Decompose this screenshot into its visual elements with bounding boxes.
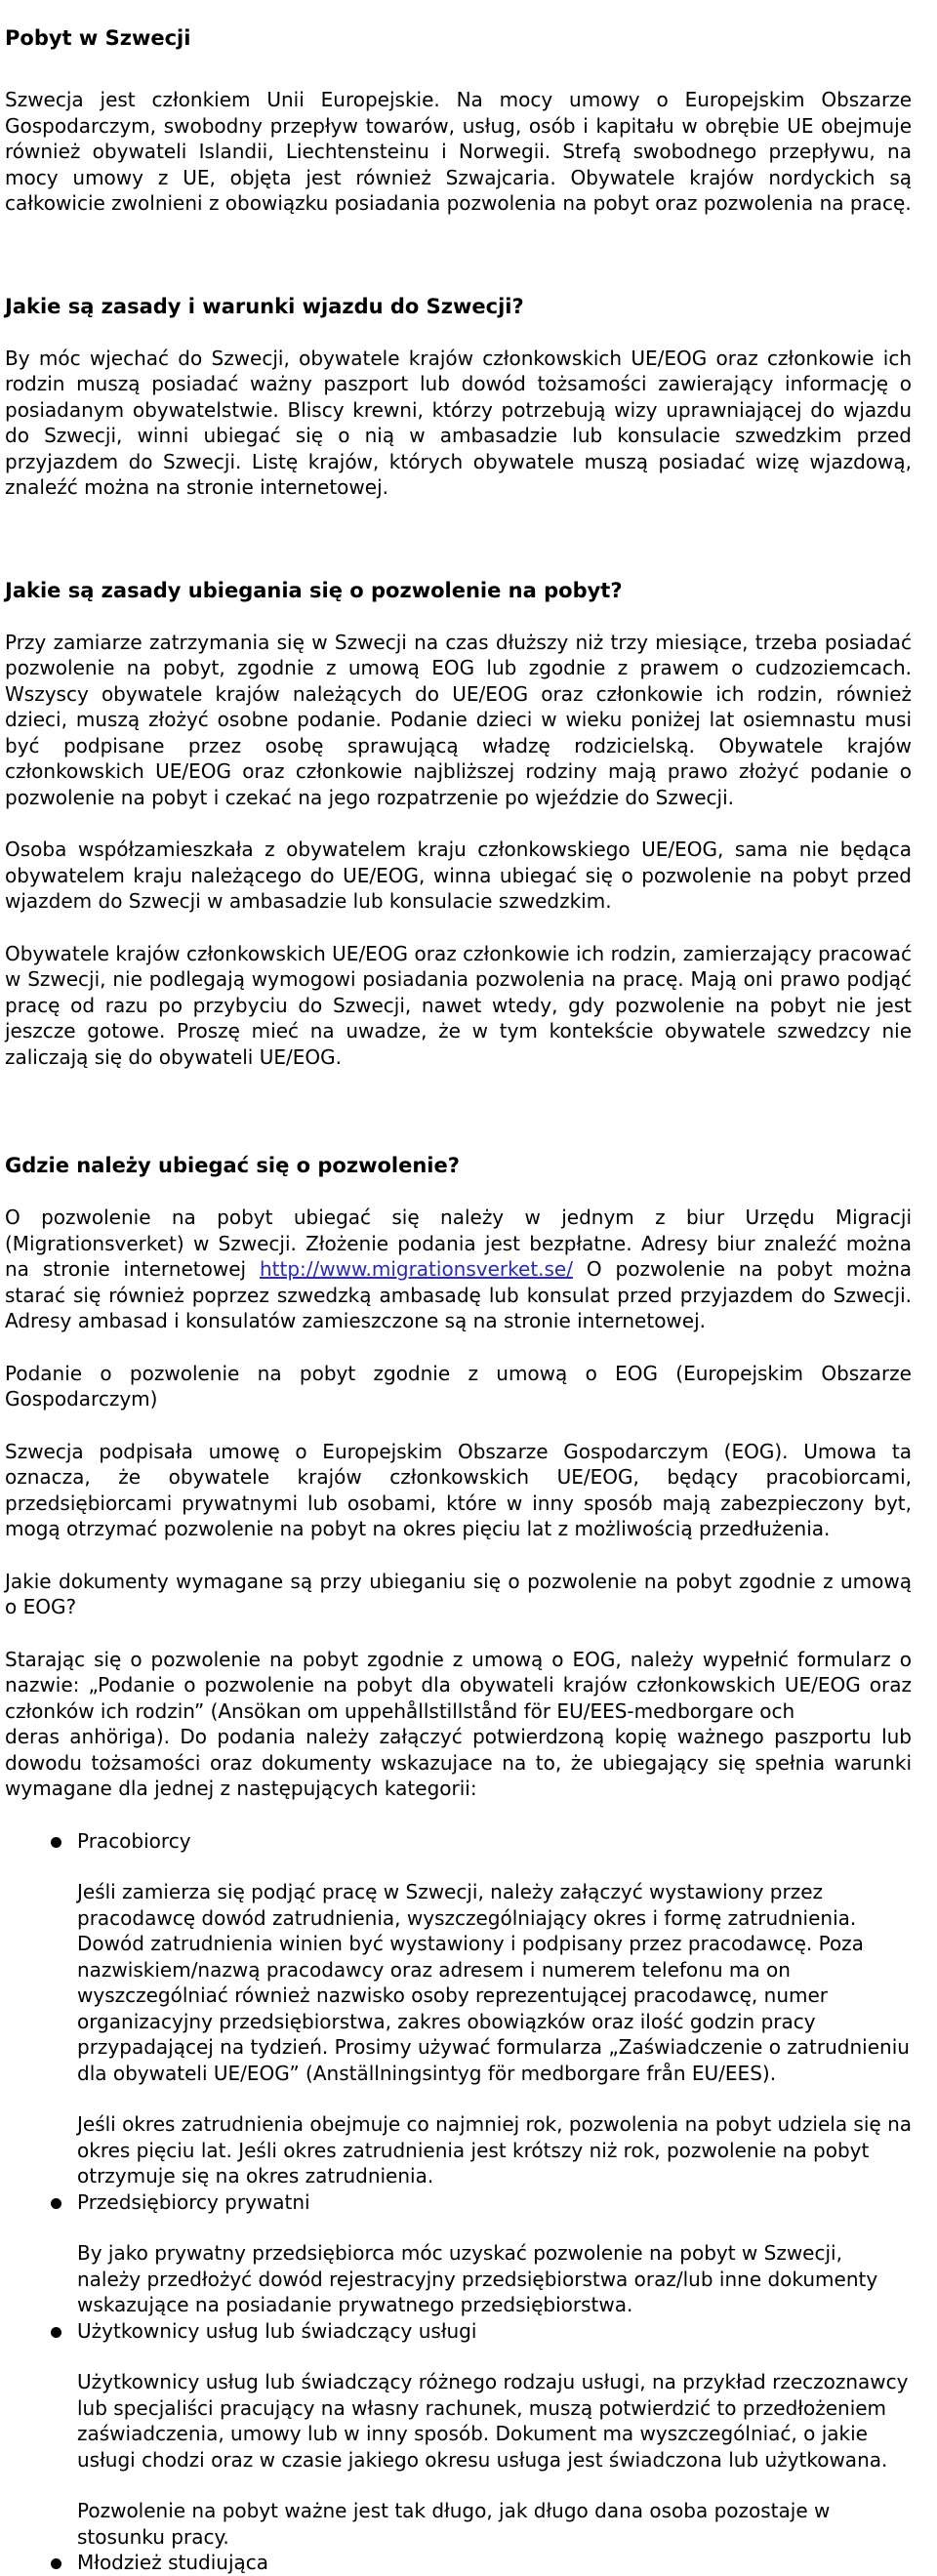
where-paragraph-3: Szwecja podpisała umowę o Europejskim Obszarze Gospodarczym (EOG). Umowa ta oznacza, że obywatele krajów członkowskich UE/EOG, będący pracobiorcami, przedsiębiorcami prywatnymi lub osobami, które w inny sposób mają zabezpieczony byt, mogą otrzymać pozwolenie na pobyt na okres pięciu lat z możliwością przedłużenia. [5,1439,912,1540]
category-item [5,1828,912,2189]
migrationsverket-link[interactable]: http://www.migrationsverket.se/ [259,1257,573,1281]
bullet-icon [51,2558,61,2569]
where-paragraph-4: Jakie dokumenty wymagane są przy ubieganiu się o pozwolenie na pobyt zgodnie z umową o EOG? [5,1569,912,1618]
section-spacer [5,1096,912,1153]
category-title: Przedsiębiorcy prywatni [77,2189,310,2214]
bullet-icon [51,2327,61,2338]
where-text-after-link: O pozwolenie na pobyt można starać się również poprzez szwedzką ambasadę lub konsulat przed przyjazdem do Szwecji. Adresy ambasad i konsulatów zamieszczone są na stronie internetowej. [5,1257,912,1332]
section-spacer [5,243,912,294]
where-paragraph-1 [5,1205,912,1334]
permit-paragraph-3: Obywatele krajów członkowskich UE/EOG oraz członkowie ich rodzin, zamierzający pracować w Szwecji, nie podlegają wymogowi posiadania pozwolenia na pracę. Mają oni prawo podjąć pracę od razu po przybyciu do Szwecji, nawet wtedy, gdy pozwolenie na pobyt nie jest jeszcze gotowe. Proszę mieć na uwadze, że w tym kontekście obywatele szwedzcy nie zaliczają się do obywateli UE/EOG. [5,941,912,1069]
category-title: Pracobiorcy [77,1828,191,1853]
where-paragraph-2: Podanie o pozwolenie na pobyt zgodnie z umową o EOG (Europejskim Obszarze Gospodarczym) [5,1361,912,1411]
category-paragraph: Jeśli okres zatrudnienia obejmuje co najmniej rok, pozwolenia na pobyt udziela się na okres pięciu lat. Jeśli okres zatrudnienia jest krótszy niż rok, pozwolenie na pobyt otrzymuje się na okres zatrudnienia. [77,2112,912,2188]
where-text-before-link: O pozwolenie na pobyt ubiegać się należy w jednym z biur Urzędu Migracji (Migrationsverket) w Szwecji. Złożenie podania jest bezpłatne. Adresy biur znaleźć można na stronie internetowej [5,1206,912,1281]
category-item [5,2550,912,2576]
where-paragraph-5-part-1: Starając się o pozwolenie na pobyt zgodnie z umową o EOG, należy wypełnić formularz o nazwie: „Podanie o pozwolenie na pobyt dla obywateli krajów członkowskich UE/EOG oraz członków ich rodzin” (Ansökan om uppehållstillstånd för EU/EES-medborgare och [5,1647,912,1723]
bullet-icon [51,2198,61,2209]
where-paragraph-5 [5,1647,912,1802]
entry-heading: Jakie są zasady i warunki wjazdu do Szwecji? [5,294,524,318]
page-title: Pobyt w Szwecji [5,26,191,50]
where-paragraph-5-part-2: deras anhöriga). Do podania należy załączyć potwierdzoną kopię ważnego paszportu lub dowodu tożsamości oraz dokumenty wskazujace na to, że ubiegający się spełnia warunki wymagane dla jednej z następujących kategorii: [5,1725,912,1800]
intro-paragraph: Szwecja jest członkiem Unii Europejskie. Na mocy umowy o Europejskim Obszarze Gospodarczym, swobodny przepływ towarów, usług, osób i kapitału w obrębie UE obejmuje również obywateli Islandii, Liechtensteinu i Norwegii. Strefą swobodnego przepływu, na mocy umowy z UE, objęta jest również Szwajcaria. Obywatele krajów nordyckich są całkowicie zwolnieni z obowiązku posiadania pozwolenia na pobyt oraz pozwolenia na pracę. [5,88,912,215]
section-spacer [5,527,912,578]
categories-list [5,1828,912,2576]
category-item [5,2318,912,2551]
where-heading: Gdzie należy ubiegać się o pozwolenie? [5,1154,460,1177]
bullet-icon [51,1837,61,1848]
permit-paragraph-1: Przy zamiarze zatrzymania się w Szwecji na czas dłuższy niż trzy miesiące, trzeba posiadać pozwolenie na pobyt, zgodnie z umową EOG lub zgodnie z prawem o cudzoziemcach. Wszyscy obywatele krajów należących do UE/EOG oraz członkowie ich rodzin, również dzieci, muszą złożyć osobne podanie. Podanie dzieci w wieku poniżej lat osiemnastu musi być podpisane przez osobę sprawującą władzę rodzicielską. Obywatele krajów członkowskich UE/EOG oraz członkowie najbliższej rodziny mają prawo złożyć podanie o pozwolenie na pobyt i czekać na jego rozpatrzenie po wjeździe do Szwecji. [5,630,912,809]
category-paragraph: By jako prywatny przedsiębiorca móc uzyskać pozwolenie na pobyt w Szwecji, należy przedłożyć dowód rejestracyjny przedsiębiorstwa oraz/lub inne dokumenty wskazujące na posiadanie prywatnego przedsiębiorstwa. [77,2241,878,2316]
entry-paragraph: By móc wjechać do Szwecji, obywatele krajów członkowskich UE/EOG oraz członkowie ich rodzin muszą posiadać ważny paszport lub dowód tożsamości zawierający informację o posiadanym obywatelstwie. Bliscy krewni, którzy potrzebują wizy uprawniającej do wjazdu do Szwecji, winni ubiegać się o nią w ambasadzie lub konsulacie szwedzkim przed przyjazdem do Szwecji. Listę krajów, których obywatele muszą posiadać wizę wjazdową, znaleźć można na stronie internetowej. [5,346,912,499]
category-title: Użytkownicy usług lub świadczący usługi [77,2318,477,2343]
permit-heading: Jakie są zasady ubiegania się o pozwolenie na pobyt? [5,578,623,602]
category-item [5,2189,912,2318]
category-paragraph: Jeśli zamierza się podjąć pracę w Szwecji, należy załączyć wystawiony przez pracodawcę dowód zatrudnienia, wyszczególniający okres i formę zatrudnienia. Dowód zatrudnienia winien być wystawiony i podpisany przez pracodawcę. Poza nazwiskiem/nazwą pracodawcy oraz adresem i numerem telefonu ma on wyszczególniać również nazwisko osoby reprezentującej pracodawcę, numer organizacyjny przedsiębiorstwa, zakres obowiązków oraz ilość godzin pracy przypadającej na tydzień. Prosimy używać formularza „Zaświadczenie o zatrudnieniu dla obywateli UE/EOG” (Anställningsintyg för medborgare från EU/EES). [77,1880,910,2085]
category-title: Młodzież studiująca [77,2551,269,2574]
category-paragraph: Użytkownicy usług lub świadczący różnego rodzaju usługi, na przykład rzeczoznawcy lub specjaliści pracujący na własny rachunek, muszą potwierdzić to przedłożeniem zaświadczenia, umowy lub w inny sposób. Dokument ma wyszczególniać, o jakie usługi chodzi oraz w czasie jakiego okresu usługa jest świadczona lub użytkowana. [77,2370,909,2472]
category-paragraph: Pozwolenie na pobyt ważne jest tak długo, jak długo dana osoba pozostaje w stosunku pracy. [77,2499,831,2549]
permit-paragraph-2: Osoba współzamieszkała z obywatelem kraju członkowskiego UE/EOG, sama nie będąca obywatelem kraju należącego do UE/EOG, winna ubiegać się o pozwolenie na pobyt przed wjazdem do Szwecji w ambasadzie lub konsulacie szwedzkim. [5,838,912,913]
